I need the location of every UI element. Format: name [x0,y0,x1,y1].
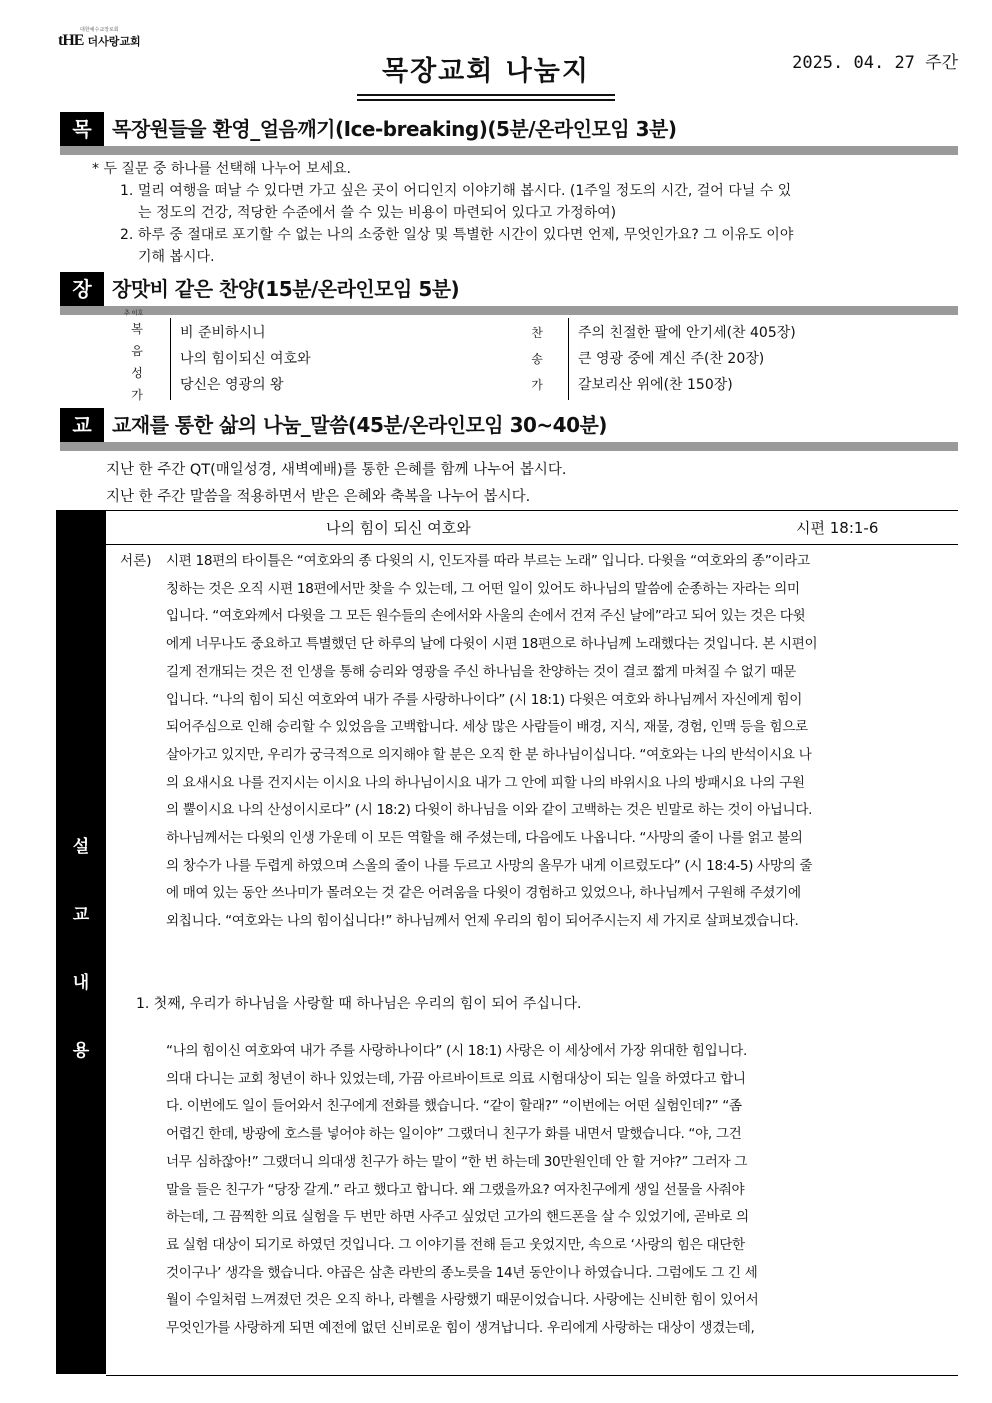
sermon-point-1-line: 료 실험 대상이 되기로 하였던 것입니다. 그 이야기를 전해 듣고 웃었지만, 속으로 ‘사랑의 힘은 대단한 [166,1236,745,1253]
sermon-intro-line: 살아가고 있지만, 우리가 궁극적으로 의지해야 할 분은 오직 한 분 하나님이십니다. “여호와는 나의 반석이시요 나 [166,746,812,763]
sermon-intro-line: 하나님께서는 다윗의 인생 가운데 이 모든 역할을 해 주셨는데, 다음에도 나옵니다. “사망의 줄이 나를 얽고 불의 [166,830,803,847]
sermon-header-divider [106,544,958,545]
praise-divider-1 [170,318,171,400]
hymn: 큰 영광 중에 계신 주(찬 20장) [578,351,765,367]
sermon-intro-line: 칭하는 것은 오직 시편 18편에서만 찾을 수 있는데, 그 어떤 일이 있어도 하나님의 말씀에 순종하는 자라는 의미 [166,580,800,597]
sermon-intro-line: 의 창수가 나를 두렵게 하였으며 스올의 줄이 나를 두르고 사망의 올무가 내게 이르렀도다” (시 18:4-5) 사망의 줄 [166,857,813,874]
praise-tiny-label: 추 이호 [124,310,144,317]
icebreak-question-1-cont: 는 정도의 건강, 적당한 수준에서 쓸 수 있는 비용이 마련되어 있다고 가정하여) [138,205,617,221]
share-prompt-2: 지난 한 주간 말씀을 적용하면서 받은 은혜와 축복을 나누어 봅시다. [106,489,531,505]
sermon-intro-line: 입니다. “여호와께서 다윗을 그 모든 원수들의 손에서와 사울의 손에서 건져 주신 날에”라고 되어 있는 것은 다윗 [166,608,806,625]
sermon-point-1-line: 어렵긴 한데, 방광에 호스를 넣어야 하는 일이야” 그랬더니 친구가 화를 내면서 말했습니다. “야, 그건 [166,1126,742,1143]
gospel-song: 비 준비하시니 [180,325,266,341]
section-mok-label: 목 [60,112,104,146]
sermon-intro-line: 의 뿔이시요 나의 산성이시로다” (시 18:2) 다윗이 하나님을 이와 같이 고백하는 것은 빈말로 하는 것이 아닙니다. [166,802,813,819]
sermon-point-1-line: “나의 힘이신 여호와여 내가 주를 사랑하나이다” (시 18:1) 사랑은 이 세상에서 가장 위대한 힘입니다. [166,1043,747,1059]
sermon-intro-line: 외칩니다. “여호와는 나의 힘이십니다!” 하나님께서 언제 우리의 힘이 되어주시는지 세 가지로 살펴보겠습니다. [166,913,799,930]
sermon-intro-line: 되어주심으로 인해 승리할 수 있었음을 고백합니다. 세상 많은 사람들이 배경, 지식, 재물, 경험, 인맥 등을 힘으로 [166,719,808,736]
hymn-list [578,320,796,398]
sermon-point-1-line: 월이 수일처럼 느껴졌던 것은 오직 하나, 라헬을 사랑했기 때문이었습니다. 사랑에는 신비한 힘이 있어서 [166,1292,759,1309]
sermon-point-1-line: 말을 들은 친구가 “당장 갈게.” 라고 했다고 합니다. 왜 그랬을까요? 여자친구에게 생일 선물을 사줘야 [166,1181,745,1198]
title-underline [357,94,615,96]
share-prompt-1: 지난 한 주간 QT(매일성경, 새벽예배)를 통한 은혜를 함께 나누어 봅시다. [106,462,567,478]
sermon-intro-line: 입니다. “나의 힘이 되신 여호와여 내가 주를 사랑하나이다” (시 18:1) 다윗은 여호와 하나님께서 자신에게 힘이 [166,691,803,708]
page-title: 목장교회 나눔지 [382,56,590,87]
section-mok-bar [60,146,958,155]
sermon-side-label: 설 교 내 용 [56,510,106,1374]
title-underline-2 [357,99,615,101]
icebreak-question-2: 2. 하루 중 절대로 포기할 수 없는 나의 소중한 일상 및 특별한 시간이 있다면 언제, 무엇인가요? 그 이유도 이야 [120,227,794,243]
gospel-song-label: 복 음 성 가 [131,322,143,402]
sermon-point-1-body [166,1038,960,1343]
sermon-point-1-line: 다. 이번에도 일이 들어와서 친구에게 전화를 했습니다. “같이 할래?” “이번에는 어떤 실험인데?” “좀 [166,1098,742,1115]
gospel-song: 나의 힘이되신 여호와 [180,351,311,367]
hymn: 주의 친절한 팔에 안기세(찬 405장) [578,325,796,341]
sermon-point-1-line: 하는데, 그 끔찍한 의료 실험을 두 번만 하면 사주고 싶었던 고가의 핸드폰을 살 수 있었기에, 곧바로 의 [166,1209,749,1226]
sermon-intro-label: 서론) [120,553,152,569]
logo-small-text: 대한예수교장로회 [80,27,119,33]
sermon-reference: 시편 18:1-6 [796,519,879,537]
sermon-intro-line: 의 요새시요 나를 건지시는 이시요 나의 하나님이시요 내가 그 안에 피할 나의 바위시요 나의 방패시요 나의 구원 [166,774,805,791]
section-gyo-label: 교 [60,408,104,442]
gospel-song-list [180,320,311,398]
sermon-point-1-line: 무엇인가를 사랑하게 되면 예전에 없던 신비로운 힘이 생겨납니다. 우리에게 사랑하는 대상이 생겼는데, [166,1320,755,1337]
hymn-label: 찬 송 가 [531,326,543,392]
praise-divider-2 [568,318,569,400]
sermon-point-1-line: 너무 심하잖아!” 그랬더니 의대생 친구가 하는 말이 “한 번 하는데 30만원인데 안 할 거야?” 그러자 그 [166,1153,748,1170]
gospel-song: 당신은 영광의 왕 [180,377,284,393]
week-date: 2025. 04. 27 주간 [792,53,958,73]
icebreak-intro: * 두 질문 중 하나를 선택해 나누어 보세요. [92,161,351,177]
sermon-intro-line: 에 매여 있는 동안 쓰나미가 몰려오는 것 같은 어려움을 다윗이 경험하고 있었으나, 하나님께서 구원해 주셨기에 [166,885,801,902]
logo-mark: tHE [58,32,84,49]
section-gyo-title: 교재를 통한 삶의 나눔_말씀(45분/온라인모임 30~40분) [112,413,607,437]
sermon-intro-line: 길게 전개되는 것은 전 인생을 통해 승리와 영광을 주신 하나님을 찬양하는 것이 결코 짧게 마쳐질 수 없기 때문 [166,663,796,680]
hymn: 갈보리산 위에(찬 150장) [578,377,733,393]
sermon-title: 나의 힘이 되신 여호와 [326,519,471,537]
icebreak-question-2-cont: 기해 봅시다. [138,249,215,265]
church-logo [58,27,141,50]
icebreak-question-1: 1. 멀리 여행을 떠날 수 있다면 가고 싶은 곳이 어디인지 이야기해 봅시다. (1주일 정도의 시간, 걸어 다닐 수 있 [120,183,792,199]
sermon-point-1-line: 의대 다니는 교회 청년이 하나 있었는데, 가끔 아르바이트로 의료 시험대상이 되는 일을 하였다고 합니 [166,1070,746,1087]
section-gyo-bar [60,442,958,451]
section-jang-label: 장 [60,272,104,306]
sermon-intro-line: 에게 너무나도 중요하고 특별했던 단 하루의 날에 다윗이 시편 18편으로 하나님께 노래했다는 것입니다. 본 시편이 [166,636,818,653]
sermon-point-1: 1. 첫째, 우리가 하나님을 사랑할 때 하나님은 우리의 힘이 되어 주십니다. [136,996,582,1012]
sermon-intro-line: 시편 18편의 타이틀은 “여호와의 종 다윗의 시, 인도자를 따라 부르는 노래” 입니다. 다윗을 “여호와의 종”이라고 [166,553,810,569]
logo-name: 더사랑교회 [87,35,141,48]
section-mok-title: 목장원들을 환영_얼음깨기(Ice-breaking)(5분/온라인모임 3분) [112,117,677,141]
section-jang-title: 장맛비 같은 찬양(15분/온라인모임 5분) [112,277,460,301]
sermon-intro [166,548,960,936]
sermon-point-1-line: 것이구나’ 생각을 했습니다. 야곱은 삼촌 라반의 종노릇을 14년 동안이나 하였습니다. 그럼에도 그 긴 세 [166,1264,758,1281]
section-jang-bar [60,306,958,315]
